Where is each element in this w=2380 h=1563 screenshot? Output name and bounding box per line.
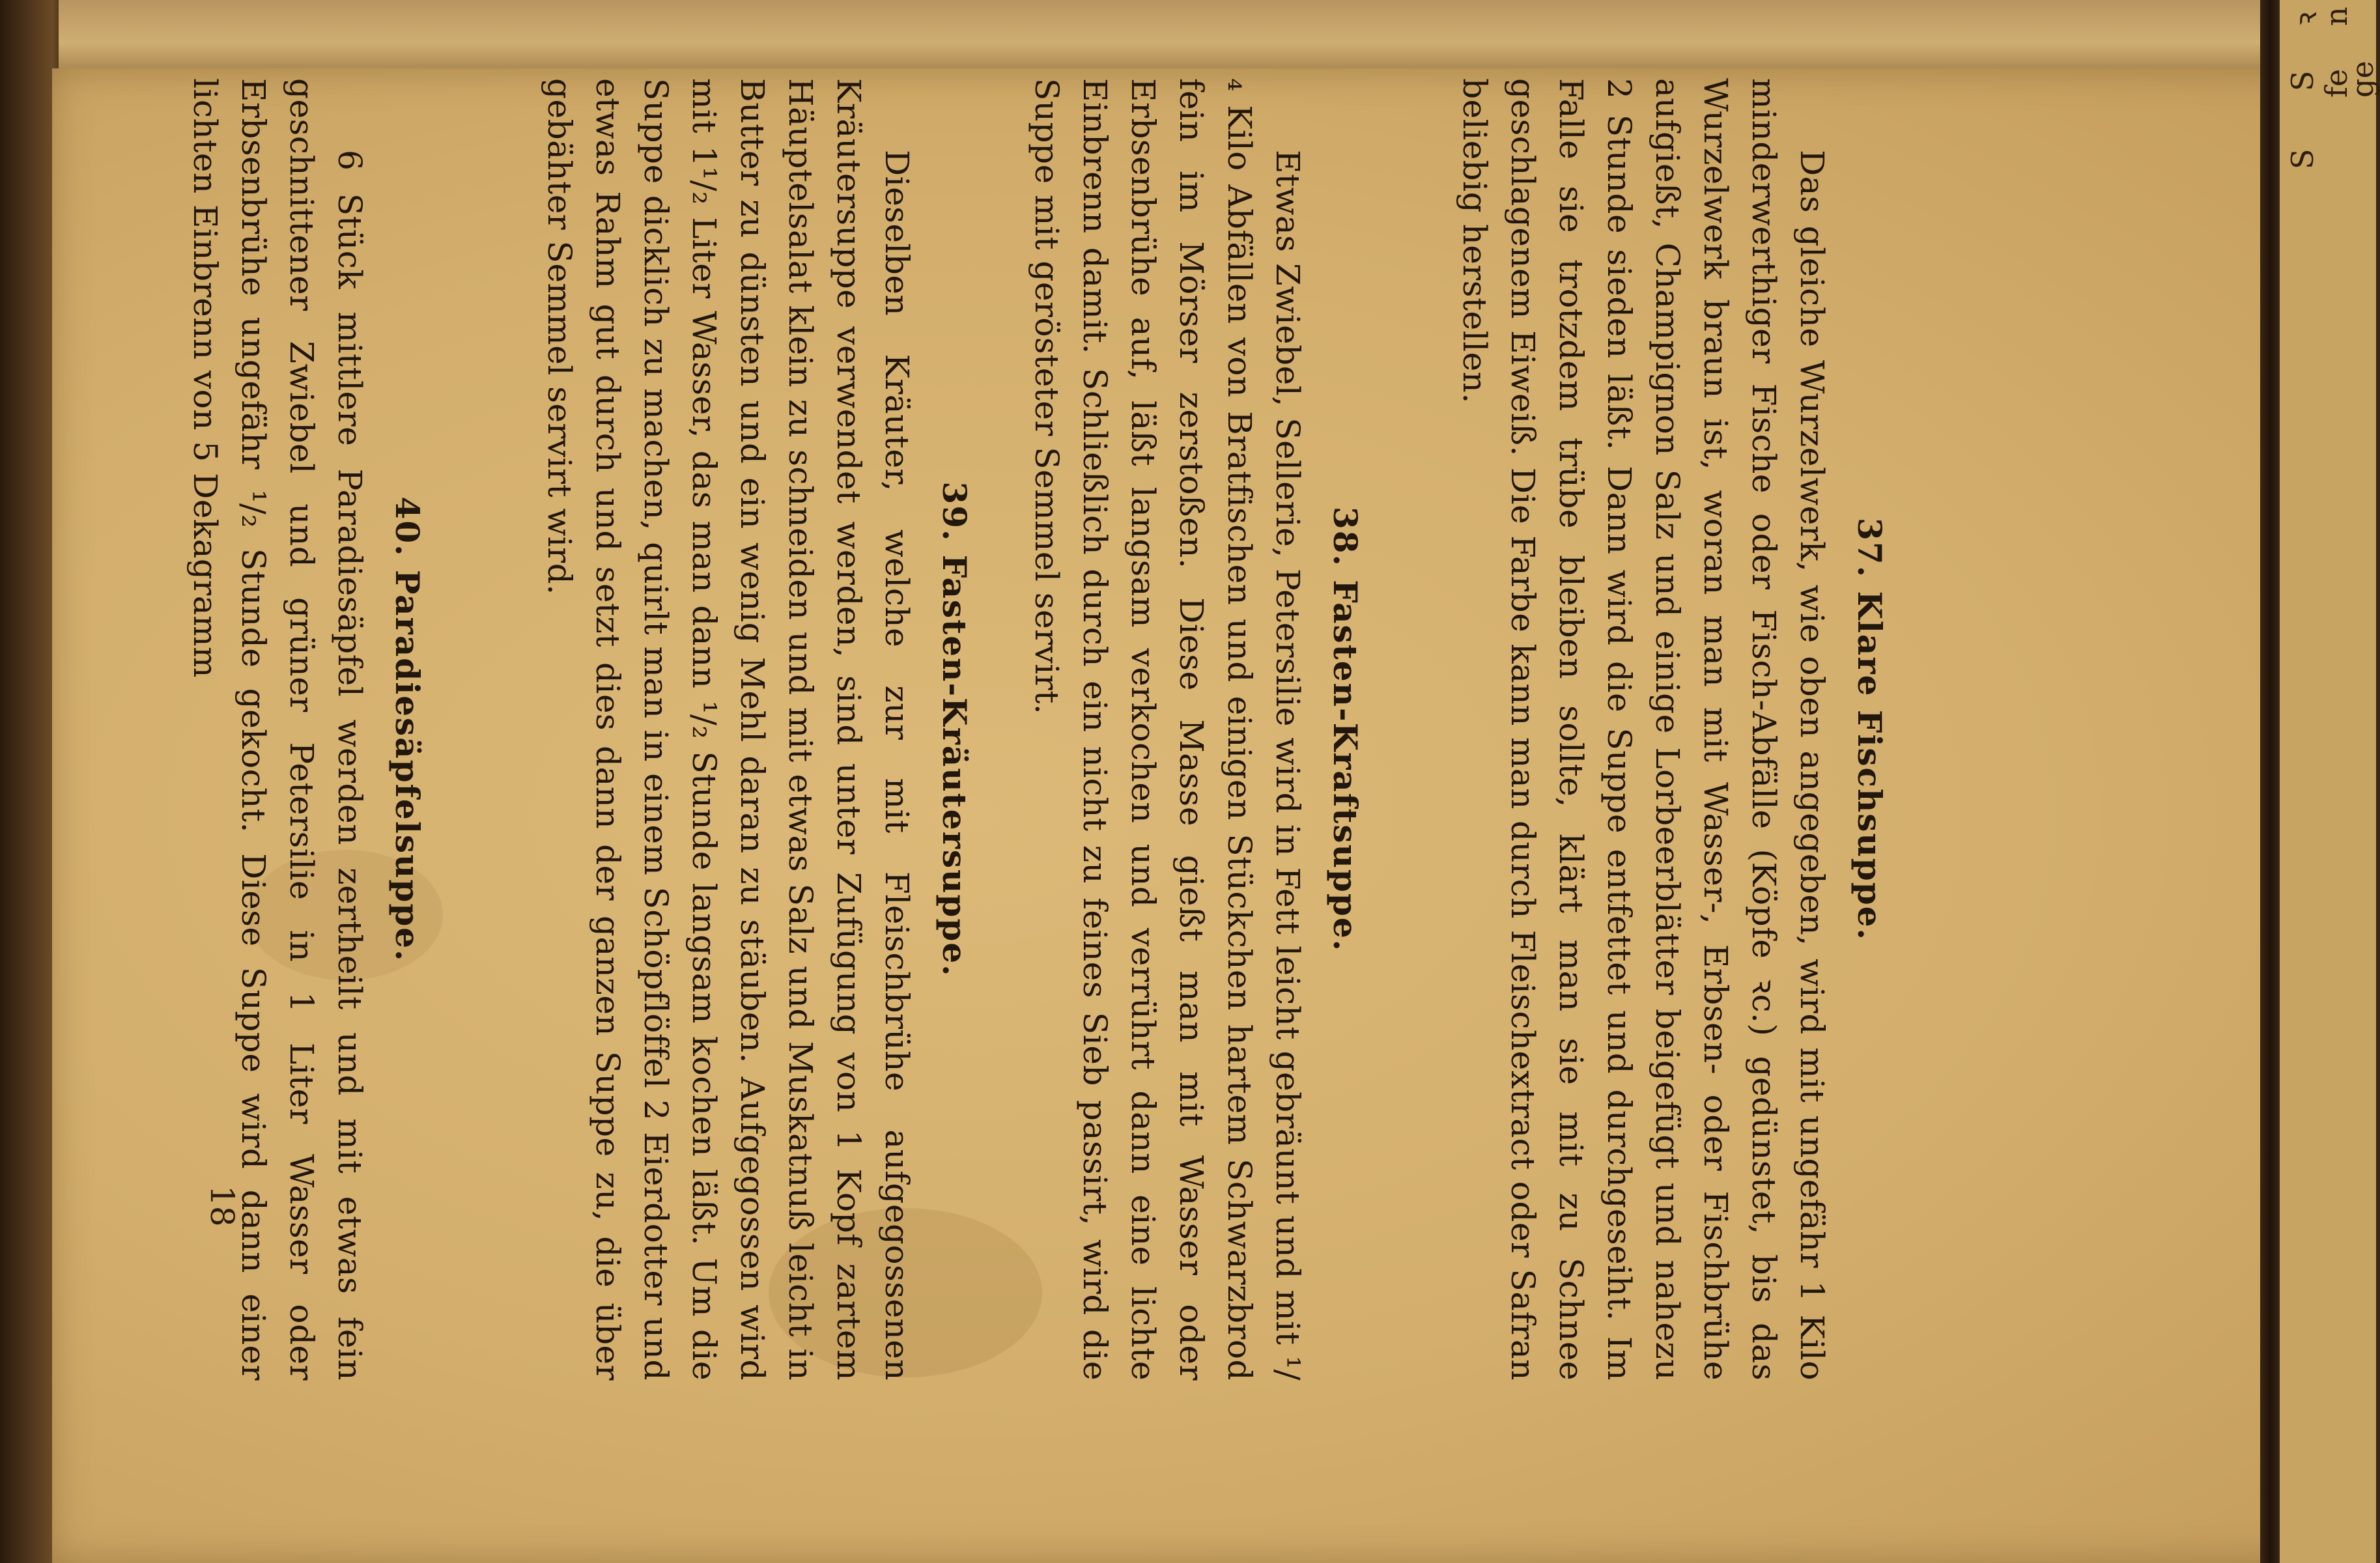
- facing-page-text: ꝛ: [2288, 12, 2323, 26]
- page-top-edge: [59, 0, 2312, 72]
- facing-page-text: n: [2319, 7, 2354, 26]
- recipe-38: [1023, 78, 1365, 1381]
- recipe-heading: 38. Fasten-Kraftsuppe.: [1326, 506, 1365, 953]
- recipe-37: [1451, 78, 1889, 1381]
- facing-page-text: S: [2285, 70, 2320, 91]
- book-gutter: [2260, 0, 2280, 1563]
- recipe-text: 6 Stück mittlere Paradiesäpfel werden zertheilt und mit etwas fein geschnittener Zwiebel und grüner Petersilie in 1 Liter Wasser oder Erbsenbrühe ungefähr ¹/₂ Stunde gekocht. Diese Suppe wird dann einer lichten Einbrenn von 5 Dekagramm: [186, 78, 369, 1381]
- recipe-39: [535, 78, 974, 1381]
- rotated-page-content: [65, 78, 1889, 1420]
- recipe-text: Etwas Zwiebel, Sellerie, Petersilie wird in Fett leicht gebräunt und mit ¹/₄ Kilo Abfällen von Bratfischen und einigen Stückchen hartem Schwarzbrod fein im Mörser zerstoßen. Diese Masse gießt man mit Wasser oder Erbsenbrühe auf, läßt langsam verkochen und verrührt dann eine lichte Einbrenn damit. Schließlich durch ein nicht zu feines Sieb passirt, wird die Suppe mit gerösteter Semmel servirt.: [1028, 78, 1307, 1381]
- recipe-text: Dieselben Kräuter, welche zur mit Fleischbrühe aufgegossenen Kräutersuppe verwendet werden, sind unter Zufügung von 1 Kopf zartem Häuptelsalat klein zu schneiden und mit etwas Salz und Muskatnuß leicht in Butter zu dünsten und ein wenig Mehl daran zu stäuben. Aufgegossen wird mit 1¹/₂ Liter Wasser, das man dann ¹/₂ Stunde langsam kochen läßt. Um die Suppe dicklich zu machen, quirlt man in einem Schöpflöffel 2 Eierdotter und etwas Rahm gut durch und setzt dies dann der ganzen Suppe zu, die über gebähter Semmel servirt wird.: [541, 78, 916, 1381]
- recipe-heading: 40. Paradiesäpfelsuppe.: [388, 496, 427, 963]
- recipe-heading: 37. Klare Fischsuppe.: [1850, 518, 1889, 941]
- facing-page-edge: [2280, 0, 2380, 1563]
- recipe-heading: 39. Fasten-Kräutersuppe.: [935, 481, 974, 978]
- facing-page-text: fe: [2319, 68, 2354, 98]
- page-number: 18: [203, 1185, 241, 1227]
- facing-page-text: S: [2285, 148, 2320, 169]
- recipe-text: Das gleiche Wurzelwerk, wie oben angegeben, wird mit ungefähr 1 Kilo minderwerthiger Fische oder Fisch-Abfälle (Köpfe ꝛc.) gedünstet, bis das Wurzelwerk braun ist, woran man mit Wasser-, Erbsen- oder Fischbrühe aufgießt, Champignon Salz und einige Lorbeerblätter beigefügt und nahezu 2 Stunde sieden läßt. Dann wird die Suppe entfettet und durchgeseiht. Im Falle sie trotzdem trübe bleiben sollte, klärt man sie mit zu Schnee geschlagenem Eiweiß. Die Farbe kann man durch Fleischextract oder Safran beliebig herstellen.: [1456, 78, 1831, 1381]
- facing-page-text: ge: [2345, 61, 2380, 98]
